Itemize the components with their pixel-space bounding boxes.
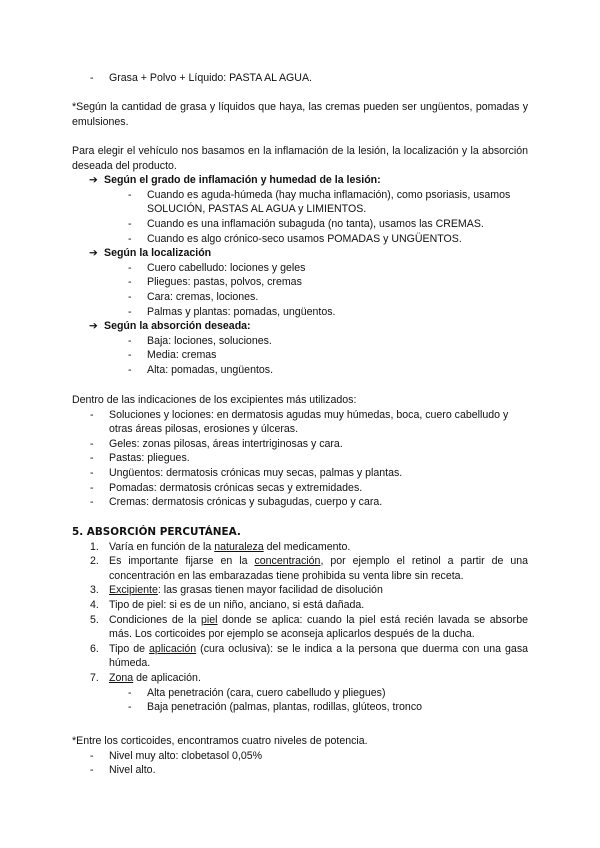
arrow-icon: ➔ bbox=[89, 320, 98, 333]
corticoides-intro: *Entre los corticoides, encontramos cuatro niveles de potencia. bbox=[72, 735, 368, 747]
list-item: - Cuando es una inflamación subaguda (no tanta), usamos las CREMAS. bbox=[128, 217, 484, 230]
vehicle-selection-section bbox=[72, 144, 528, 378]
list-item: - Nivel muy alto: clobetasol 0,05% bbox=[90, 749, 263, 762]
list-item: - Alta penetración (cara, cuero cabelludo y pliegues) bbox=[128, 686, 386, 699]
numbered-item: 6. Tipo de aplicación (cura oclusiva): se le indica a la persona que duerma con una gasa húmeda. bbox=[90, 642, 529, 670]
top-item-text: Grasa + Polvo + Líquido: PASTA AL AGUA. bbox=[109, 72, 312, 84]
numbered-item: 1. Varía en función de la naturaleza del medicamento. bbox=[90, 540, 351, 553]
list-item: - Baja: lociones, soluciones. bbox=[128, 334, 272, 347]
heading-localizacion: ➔ Según la localización bbox=[89, 247, 212, 260]
arrow-icon: ➔ bbox=[89, 174, 98, 187]
list-item: - Ungüentos: dermatosis crónicas muy secas, palmas y plantas. bbox=[90, 466, 403, 479]
corticoides-section bbox=[72, 734, 528, 778]
absorcion-percutanea-section bbox=[72, 525, 528, 715]
numbered-item: 3. Excipiente: las grasas tienen mayor facilidad de disolución bbox=[90, 584, 383, 597]
top-bullet bbox=[72, 71, 528, 86]
list-item: - Soluciones y lociones: en dermatosis agudas muy húmedas, boca, cuero cabelludo y otras áreas pilosas, erosiones y úlceras. bbox=[90, 408, 509, 436]
list-item: - Cuero cabelludo: lociones y geles bbox=[128, 261, 306, 274]
numbered-item: 7. Zona de aplicación. bbox=[90, 671, 201, 684]
list-item: - Pomadas: dermatosis crónicas secas y extremidades. bbox=[90, 481, 363, 494]
arrow-icon: ➔ bbox=[89, 247, 98, 260]
indicaciones-intro: Dentro de las indicaciones de los excipientes más utilizados: bbox=[72, 394, 357, 406]
list-item: - Pliegues: pastas, polvos, cremas bbox=[128, 276, 302, 289]
list-item: - Cremas: dermatosis crónicas y subagudas, cuerpo y cara. bbox=[90, 496, 383, 509]
list-item: - Media: cremas bbox=[128, 349, 217, 362]
list-item: - Pastas: pliegues. bbox=[90, 452, 190, 465]
indicaciones-section bbox=[72, 393, 528, 510]
list-item: - Geles: zonas pilosas, áreas intertriginosas y cara. bbox=[90, 437, 343, 450]
list-item: - Nivel alto. bbox=[90, 764, 156, 777]
list-item: - Palmas y plantas: pomadas, ungüentos. bbox=[128, 305, 336, 318]
numbered-item: 4. Tipo de piel: si es de un niño, anciano, si está dañada. bbox=[90, 598, 365, 611]
numbered-item: 2. Es importante fijarse en la concentración, por ejemplo el retinol a partir de una concentración en las embarazadas tiene prohibida su venta libre sin receta. bbox=[90, 555, 528, 582]
list-item: - Cara: cremas, lociones. bbox=[128, 290, 259, 303]
section-heading: 5. ABSORCIÓN PERCUTÁNEA. bbox=[72, 526, 241, 538]
heading-absorcion: ➔ Según la absorción deseada: bbox=[89, 320, 251, 333]
list-item: - Cuando es algo crónico-seco usamos POMADAS y UNGÜENTOS. bbox=[128, 232, 462, 245]
heading-inflamacion: ➔ Según el grado de inflamación y humedad de la lesión: bbox=[89, 174, 381, 187]
list-item: - Cuando es aguda-húmeda (hay mucha inflamación), como psoriasis, usamos SOLUCIÓN, PASTAS AL AGUA y LIMIENTOS. bbox=[128, 188, 511, 216]
numbered-item: 5. Condiciones de la piel donde se aplica: cuando la piel está recién lavada se absorbe más. Los corticoides por ejemplo se aconseja aplicarlos después de la ducha. bbox=[90, 613, 528, 641]
bullet-dash: - bbox=[90, 72, 94, 84]
note-paragraph: *Según la cantidad de grasa y líquidos que haya, las cremas pueden ser ungüentos, pomadas y emulsiones. bbox=[72, 101, 528, 128]
intro-paragraph: Para elegir el vehículo nos basamos en la inflamación de la lesión, la localización y la absorción deseada del producto. bbox=[72, 145, 528, 172]
list-item: - Baja penetración (palmas, plantas, rodillas, glúteos, tronco bbox=[128, 701, 423, 714]
list-item: - Alta: pomadas, ungüentos. bbox=[128, 363, 274, 376]
